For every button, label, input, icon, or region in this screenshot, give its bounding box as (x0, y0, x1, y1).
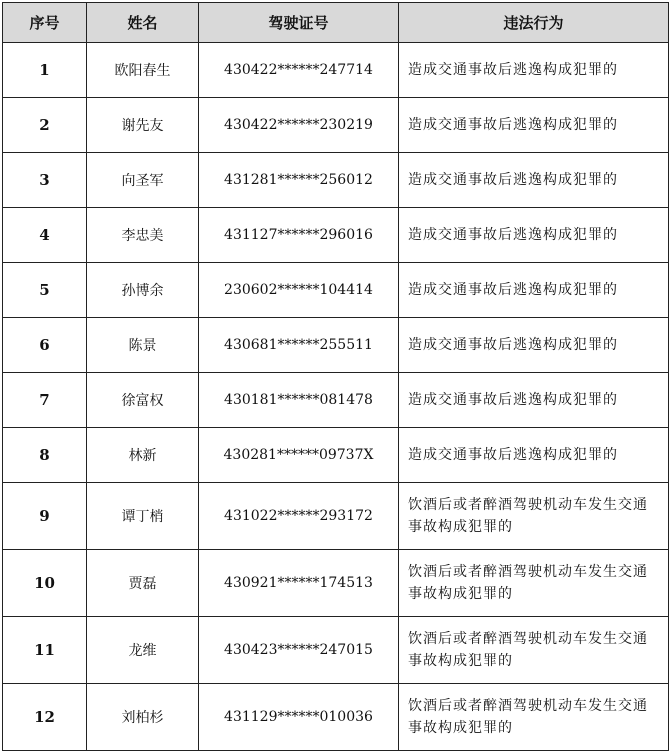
table-row (3, 208, 669, 263)
cell-license: 430281******09737X (199, 428, 399, 483)
cell-violation: 饮酒后或者醉酒驾驶机动车发生交通事故构成犯罪的 (399, 684, 669, 751)
cell-name: 林新 (87, 428, 199, 483)
cell-name: 向圣军 (87, 153, 199, 208)
violations-table (2, 2, 669, 751)
cell-name: 孙博余 (87, 263, 199, 318)
table-row (3, 373, 669, 428)
cell-violation: 造成交通事故后逃逸构成犯罪的 (399, 153, 669, 208)
cell-index: 2 (3, 98, 87, 153)
table-row (3, 550, 669, 617)
cell-name: 龙维 (87, 617, 199, 684)
cell-name: 谢先友 (87, 98, 199, 153)
cell-violation: 造成交通事故后逃逸构成犯罪的 (399, 98, 669, 153)
cell-license: 230602******104414 (199, 263, 399, 318)
table-row (3, 318, 669, 373)
cell-index: 6 (3, 318, 87, 373)
cell-index: 11 (3, 617, 87, 684)
cell-violation: 造成交通事故后逃逸构成犯罪的 (399, 373, 669, 428)
header-license: 驾驶证号 (199, 3, 399, 43)
cell-license: 430422******247714 (199, 43, 399, 98)
cell-license: 430681******255511 (199, 318, 399, 373)
cell-name: 陈景 (87, 318, 199, 373)
cell-violation: 造成交通事故后逃逸构成犯罪的 (399, 428, 669, 483)
table-row (3, 153, 669, 208)
cell-name: 谭丁梢 (87, 483, 199, 550)
cell-license: 430921******174513 (199, 550, 399, 617)
cell-license: 431022******293172 (199, 483, 399, 550)
table-row (3, 684, 669, 751)
cell-name: 欧阳春生 (87, 43, 199, 98)
cell-license: 431129******010036 (199, 684, 399, 751)
cell-license: 430181******081478 (199, 373, 399, 428)
cell-violation: 饮酒后或者醉酒驾驶机动车发生交通事故构成犯罪的 (399, 550, 669, 617)
cell-index: 8 (3, 428, 87, 483)
cell-license: 430423******247015 (199, 617, 399, 684)
cell-license: 431281******256012 (199, 153, 399, 208)
table-row (3, 263, 669, 318)
table-body (3, 43, 669, 751)
cell-index: 10 (3, 550, 87, 617)
table-row (3, 483, 669, 550)
cell-index: 1 (3, 43, 87, 98)
cell-name: 徐富权 (87, 373, 199, 428)
cell-violation: 饮酒后或者醉酒驾驶机动车发生交通事故构成犯罪的 (399, 483, 669, 550)
cell-name: 李忠美 (87, 208, 199, 263)
header-name: 姓名 (87, 3, 199, 43)
cell-name: 刘柏杉 (87, 684, 199, 751)
table-row (3, 43, 669, 98)
cell-index: 3 (3, 153, 87, 208)
cell-violation: 造成交通事故后逃逸构成犯罪的 (399, 43, 669, 98)
cell-violation: 造成交通事故后逃逸构成犯罪的 (399, 318, 669, 373)
cell-index: 5 (3, 263, 87, 318)
cell-index: 12 (3, 684, 87, 751)
cell-index: 7 (3, 373, 87, 428)
cell-license: 430422******230219 (199, 98, 399, 153)
cell-violation: 饮酒后或者醉酒驾驶机动车发生交通事故构成犯罪的 (399, 617, 669, 684)
table-row (3, 617, 669, 684)
table-row (3, 428, 669, 483)
header-violation: 违法行为 (399, 3, 669, 43)
cell-index: 9 (3, 483, 87, 550)
cell-name: 贾磊 (87, 550, 199, 617)
cell-index: 4 (3, 208, 87, 263)
cell-violation: 造成交通事故后逃逸构成犯罪的 (399, 263, 669, 318)
table-header-row (3, 3, 669, 43)
cell-violation: 造成交通事故后逃逸构成犯罪的 (399, 208, 669, 263)
table-row (3, 98, 669, 153)
header-index: 序号 (3, 3, 87, 43)
cell-license: 431127******296016 (199, 208, 399, 263)
